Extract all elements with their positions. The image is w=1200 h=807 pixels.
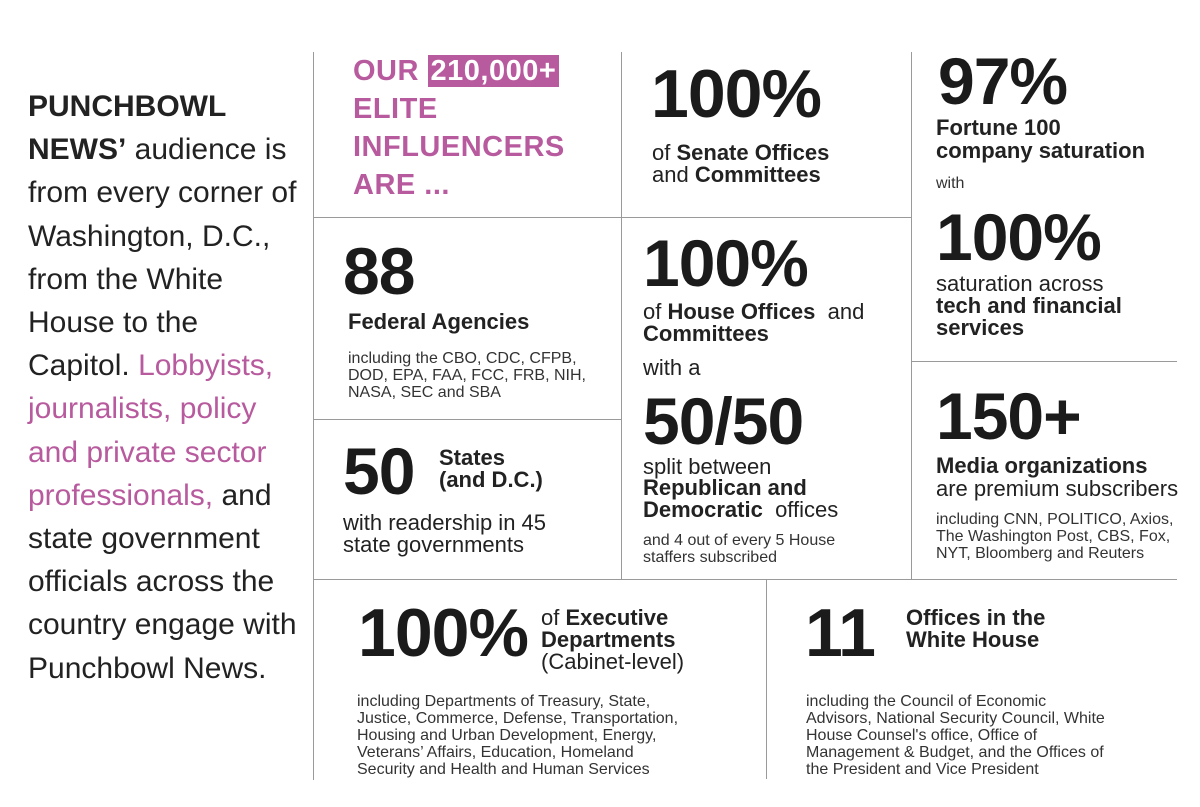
agencies-list-line: NASA, SEC and SBA (348, 384, 501, 401)
exec-label (541, 607, 684, 673)
agencies-list-line: including the CBO, CDC, CFPB, (348, 350, 577, 367)
headline-line: ARE ... (353, 169, 450, 201)
house-offices: House Offices (667, 299, 816, 324)
divider (621, 52, 622, 579)
house-label (643, 301, 864, 345)
senate-offices: Senate Offices (676, 140, 830, 165)
whitehouse-list-line: the President and Vice President (806, 761, 1039, 778)
divider (313, 419, 621, 420)
headline-number: 210,000+ (428, 55, 560, 87)
whitehouse-list (806, 693, 1105, 778)
agencies-stat: 88 (343, 234, 415, 308)
house-note (643, 532, 835, 566)
intro-text: audience is from every corner of Washington, D.C., from the White House to the Capitol. (28, 133, 297, 383)
house-committees: Committees (643, 321, 769, 346)
exec-list-line: Housing and Urban Development, Energy, (357, 727, 657, 744)
states-stat: 50 (343, 434, 415, 508)
media-list-line: NYT, Bloomberg and Reuters (936, 545, 1145, 562)
exec-list (357, 693, 678, 778)
media-list (936, 511, 1173, 562)
whitehouse-sublabel: White House (906, 627, 1040, 652)
divider (911, 52, 912, 579)
agencies-list (348, 350, 586, 401)
fortune-with: with (936, 175, 965, 192)
house-note-line: staffers subscribed (643, 549, 777, 566)
media-sub: are premium subscribers (936, 476, 1179, 501)
media-list-line: including CNN, POLITICO, Axios, (936, 511, 1174, 528)
senate-committees: Committees (694, 162, 821, 187)
states-desc (343, 512, 546, 556)
states-label: States (439, 445, 506, 470)
exec-list-line: Veterans’ Affairs, Education, Homeland (357, 744, 634, 761)
democratic-label: Democratic (643, 497, 763, 522)
senate-stat: 100% (651, 56, 821, 132)
house-note-line: and 4 out of every 5 House (643, 532, 836, 549)
senate-label (652, 142, 829, 186)
exec-list-line: Security and Health and Human Services (357, 761, 650, 778)
fortune-line: Fortune 100 (936, 115, 1061, 140)
split-stat: 50/50 (643, 384, 804, 458)
senate-of: of (652, 140, 677, 165)
divider (313, 217, 911, 218)
headline (353, 52, 565, 204)
exec-cabinet: (Cabinet-level) (541, 649, 685, 674)
exec-executive: Executive (565, 605, 669, 630)
whitehouse-list-line: Management & Budget, and the Offices of (806, 744, 1104, 761)
headline-line: INFLUENCERS (353, 131, 565, 163)
divider (911, 361, 1177, 362)
whitehouse-list-line: Advisors, National Security Council, White (806, 710, 1105, 727)
exec-list-line: Justice, Commerce, Defense, Transportation, (357, 710, 679, 727)
fortune-stat: 97% (938, 44, 1068, 118)
exec-stat: 100% (358, 595, 528, 671)
whitehouse-stat: 11 (805, 595, 875, 671)
states-desc-line: state governments (343, 532, 524, 557)
intro-text-end: and state government officials across the country engage with Punchbowl News. (28, 478, 297, 685)
fortune-line: company saturation (936, 138, 1146, 163)
states-desc-line: with readership in 45 (343, 510, 547, 535)
senate-and: and (652, 162, 695, 187)
split-label: split between (643, 454, 772, 479)
whitehouse-label: Offices in the (906, 605, 1046, 630)
states-sublabel: (and D.C.) (439, 467, 543, 492)
tech-stat: 100% (936, 200, 1101, 274)
intro-highlight: Lobbyists, journalists, policy and private sector professionals, (28, 349, 274, 512)
split-republican: Republican and (643, 475, 807, 500)
whitehouse-list-line: House Counsel's office, Office of (806, 727, 1038, 744)
divider (313, 579, 1177, 580)
tech-line: tech and financial (936, 293, 1122, 318)
agencies-label: Federal Agencies (348, 309, 530, 334)
house-and: and (815, 299, 865, 324)
exec-list-line: including Departments of Treasury, State, (357, 693, 651, 710)
headline-prefix: OUR (353, 55, 428, 87)
divider (313, 52, 314, 780)
house-stat: 100% (643, 226, 808, 300)
media-label: Media organizations (936, 453, 1148, 478)
exec-departments: Departments (541, 627, 676, 652)
headline-line: ELITE (353, 93, 438, 125)
whitehouse-list-line: including the Council of Economic (806, 693, 1047, 710)
tech-sub: saturation across (936, 271, 1104, 296)
split-democratic (643, 499, 838, 521)
offices-label: offices (762, 497, 839, 522)
intro-paragraph (28, 85, 308, 690)
divider (766, 579, 767, 779)
tech-line: services (936, 315, 1025, 340)
media-list-line: The Washington Post, CBS, Fox, (936, 528, 1171, 545)
agencies-list-line: DOD, EPA, FAA, FCC, FRB, NIH, (348, 367, 586, 384)
house-with: with a (643, 355, 701, 380)
house-of: of (643, 299, 668, 324)
exec-of: of (541, 605, 566, 630)
media-stat: 150+ (936, 379, 1081, 453)
brand-name: PUNCHBOWL NEWS’ (28, 90, 226, 167)
